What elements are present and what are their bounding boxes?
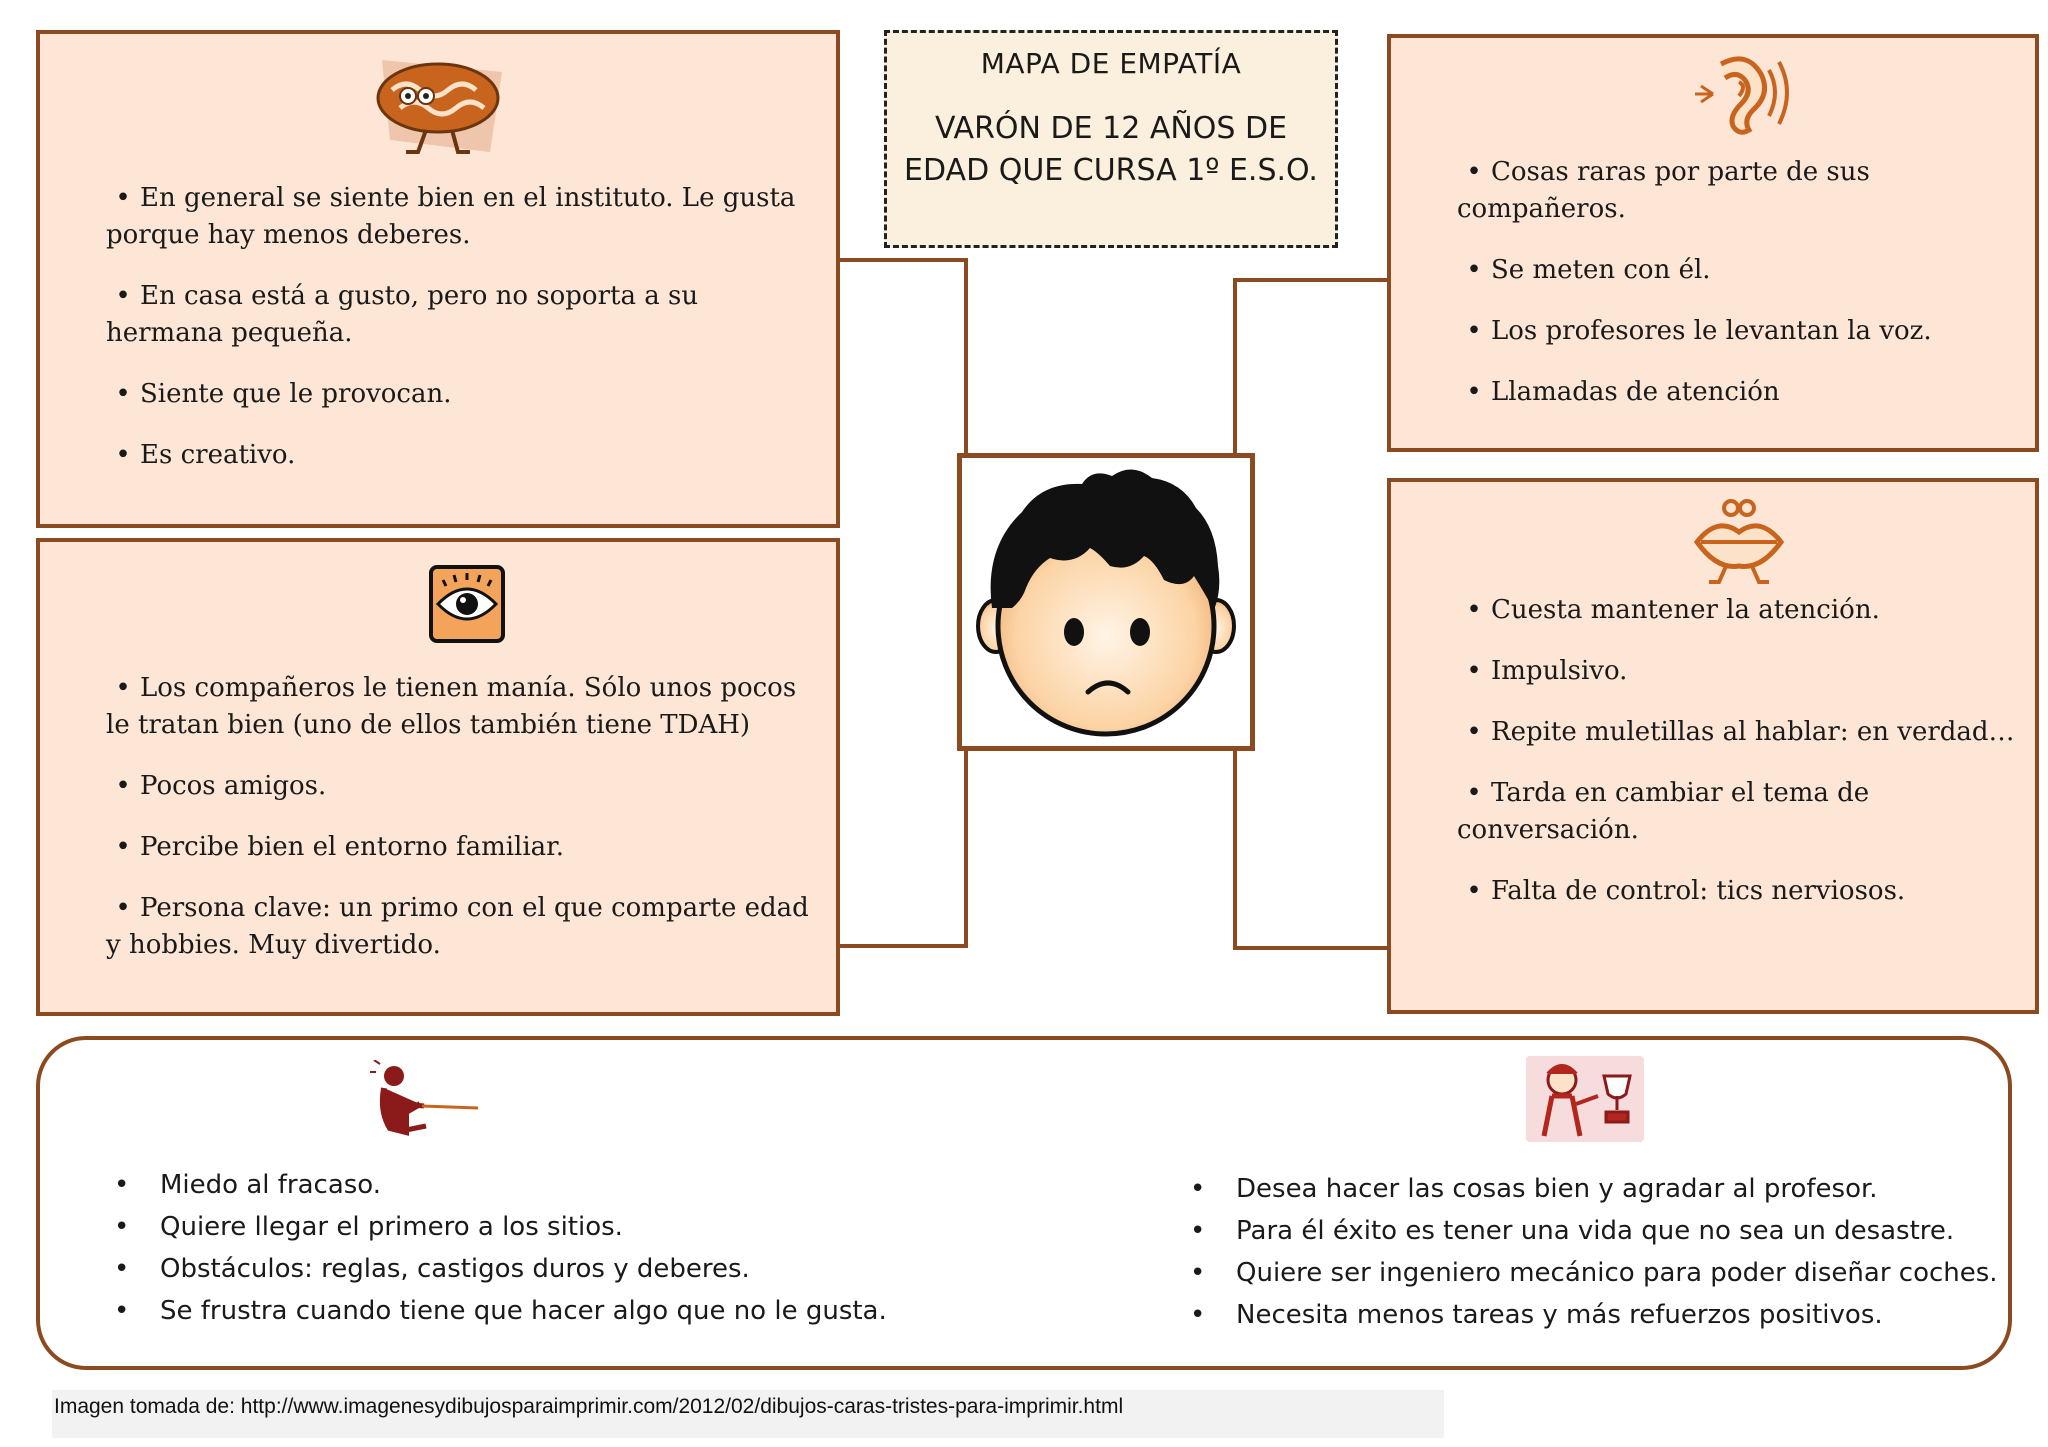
- list-item: • Se meten con él.: [1457, 252, 2017, 289]
- list-item: • Es creativo.: [106, 437, 806, 474]
- sad-boy-face-icon: [962, 458, 1250, 746]
- list-item: • En general se siente bien en el instituto. Le gusta porque hay menos deberes.: [106, 180, 806, 254]
- list-item: • Persona clave: un primo con el que comparte edad y hobbies. Muy divertido.: [106, 890, 816, 964]
- map-title: MAPA DE EMPATÍA: [980, 47, 1242, 80]
- trophy-icon: [1526, 1056, 1644, 1142]
- list-item: • Obstáculos: reglas, castigos duros y deberes.: [114, 1248, 887, 1290]
- list-item: • En casa está a gusto, pero no soporta a su hermana pequeña.: [106, 278, 806, 352]
- list-item: • Para él éxito es tener una vida que no sea un desastre.: [1190, 1210, 1998, 1252]
- connector-bottom-left: [840, 750, 968, 948]
- list-item: • Impulsivo.: [1457, 653, 2017, 690]
- image-source-footer: Imagen tomada de: http://www.imagenesydibujosparaimprimir.com/2012/02/dibujos-caras-tristes-para-imprimir.html: [52, 1390, 1444, 1438]
- list-item: • Quiere llegar el primero a los sitios.: [114, 1206, 887, 1248]
- struggle-icon: [370, 1060, 480, 1140]
- connector-top-left: [840, 258, 968, 458]
- list-item: • Siente que le provocan.: [106, 376, 806, 413]
- list-item: • Quiere ser ingeniero mecánico para poder diseñar coches.: [1190, 1252, 1998, 1294]
- list-item: • Repite muletillas al hablar: en verdad…: [1457, 714, 2017, 751]
- list-item: • Percibe bien el entorno familiar.: [106, 829, 816, 866]
- list-item: • Desea hacer las cosas bien y agradar al profesor.: [1190, 1168, 1998, 1210]
- say-do-panel: [1387, 478, 2039, 1014]
- list-item: • Llamadas de atención: [1457, 374, 2017, 411]
- list-item: • Necesita menos tareas y más refuerzos positivos.: [1190, 1294, 1998, 1336]
- connector-top-right: [1233, 278, 1391, 458]
- list-item: • Falta de control: tics nerviosos.: [1457, 873, 2017, 910]
- list-item: • Los compañeros le tienen manía. Sólo unos pocos le tratan bien (uno de ellos también tiene TDAH): [106, 670, 816, 744]
- brain-icon: [370, 54, 510, 158]
- list-item: • Se frustra cuando tiene que hacer algo que no le gusta.: [114, 1290, 887, 1332]
- think-feel-panel: [36, 30, 840, 528]
- list-item: • Pocos amigos.: [106, 768, 816, 805]
- pains-gains-panel: [36, 1036, 2012, 1370]
- center-face-box: [957, 453, 1255, 751]
- eye-icon: [428, 564, 506, 644]
- hear-panel: [1387, 34, 2039, 452]
- connector-bottom-right: [1233, 750, 1391, 950]
- mouth-icon: [1691, 494, 1787, 588]
- ear-icon: [1691, 52, 1791, 136]
- list-item: • Cuesta mantener la atención.: [1457, 592, 2017, 629]
- see-panel: [36, 538, 840, 1016]
- list-item: • Miedo al fracaso.: [114, 1164, 887, 1206]
- map-subtitle: VARÓN DE 12 AÑOS DE EDAD QUE CURSA 1º E.S.O.: [904, 111, 1318, 188]
- list-item: • Tarda en cambiar el tema de conversación.: [1457, 775, 2017, 849]
- title-box: [884, 30, 1338, 248]
- list-item: • Cosas raras por parte de sus compañeros.: [1457, 154, 2017, 228]
- list-item: • Los profesores le levantan la voz.: [1457, 313, 2017, 350]
